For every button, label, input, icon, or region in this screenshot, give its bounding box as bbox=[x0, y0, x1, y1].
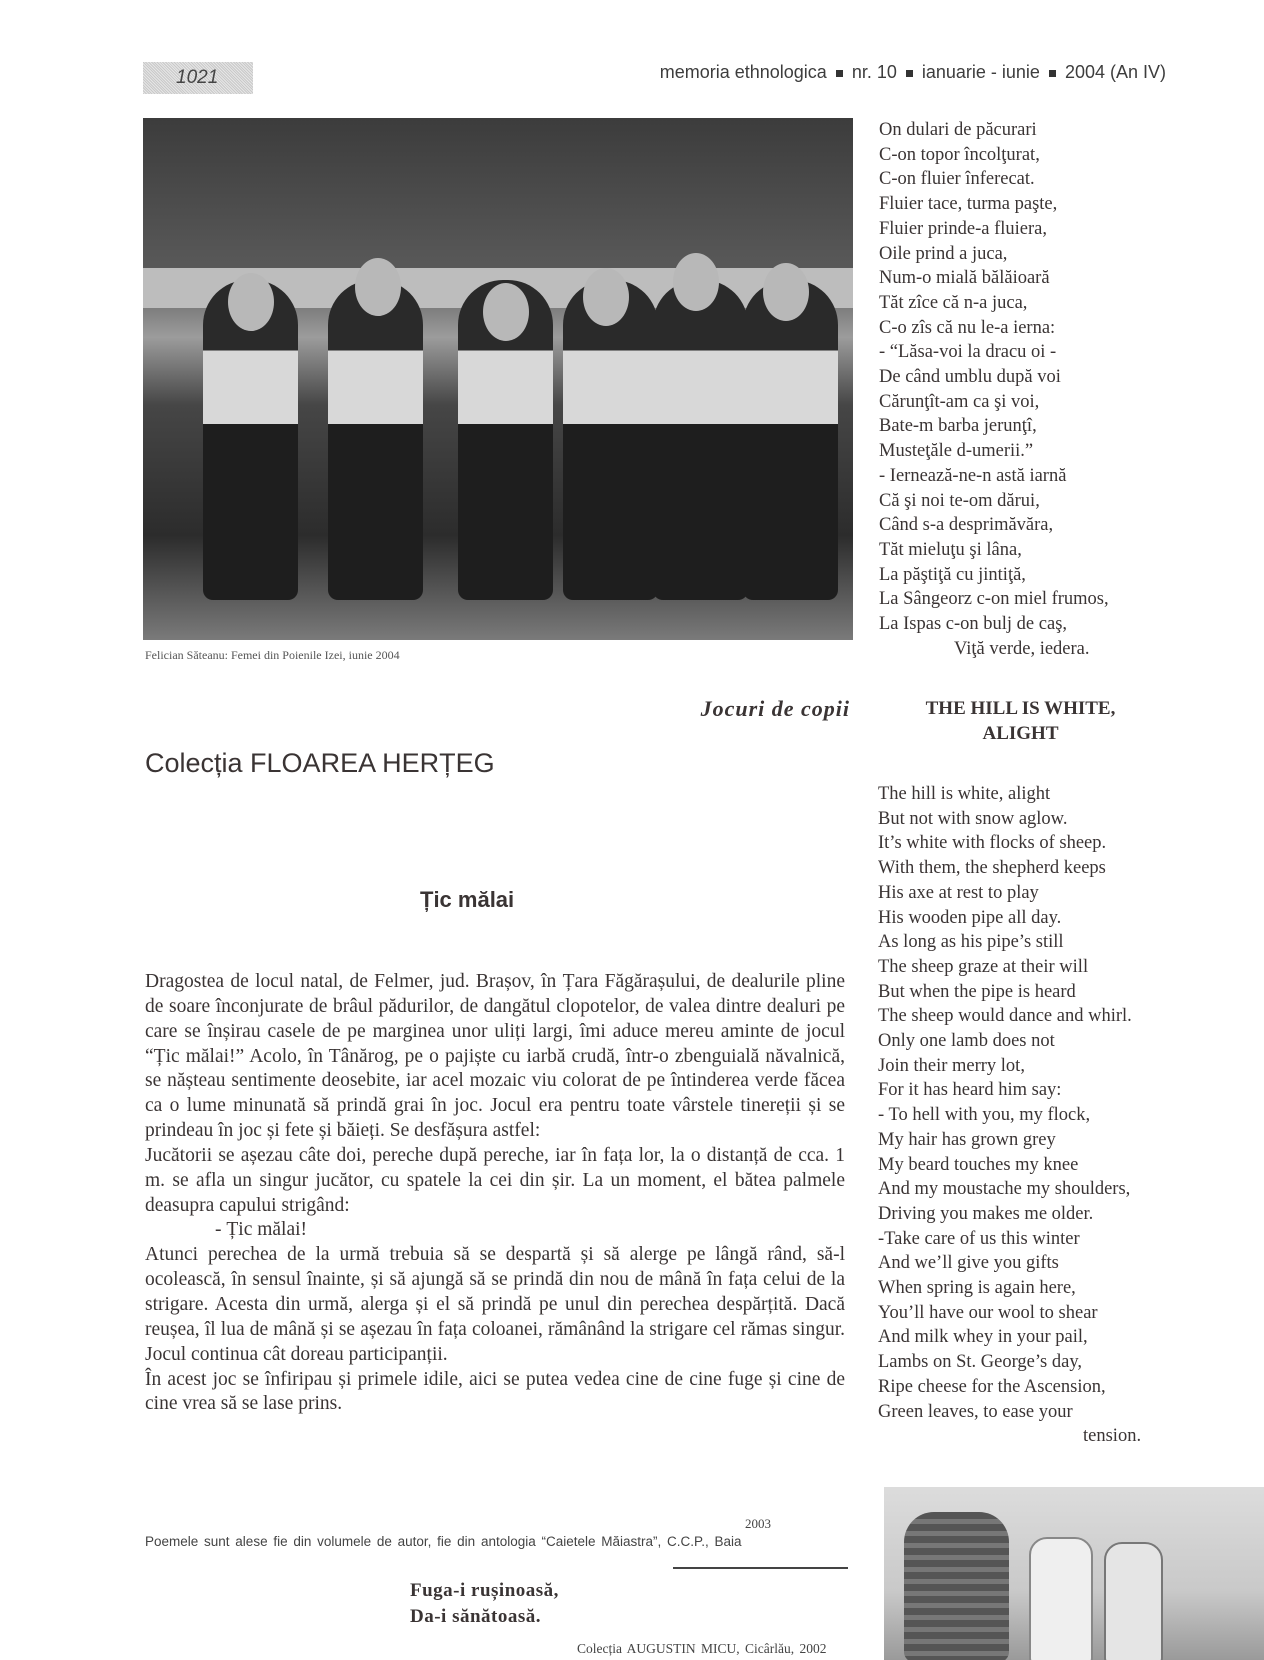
article-paragraph: Dragostea de locul natal, de Felmer, jud. Brașov, în Țara Făgărașului, de dealurile pline de soare înconjurate de brâul pădurilor, de dangătul clopotelor, de valea dintre dealuri pe care se înșirau casele de pe marginea unor uliți largi, îmi aduce mereu aminte de jocul “Țic mălai!” Acolo, în Tânărog, pe o pajiște cu iarbă crudă, într-o zbenguială năvalnică, se nășteau sentimente deosebite, iar acel mozaic viu colorat de pe întinderea verde făcea ca o lume minunată să prindă grai în joc. Jocul era pentru toate vârstele tinereții și se prindeau în joc și fete și băieți. Se desfășura astfel: bbox=[145, 971, 845, 1142]
poem-line: - To hell with you, my flock, bbox=[878, 1105, 1091, 1126]
footnote: Poemele sunt alese fie din volumele de autor, fie din antologia “Caietele Măiastra”, C.C.P., Baia bbox=[145, 1534, 742, 1549]
divider-line bbox=[673, 1567, 848, 1569]
poem-line: Num-o mială bălăioară bbox=[879, 268, 1050, 289]
separator-square-icon bbox=[836, 70, 843, 77]
poem-line: The hill is white, alight bbox=[878, 784, 1051, 804]
poem-line: On dulari de păcurari bbox=[879, 120, 1037, 140]
poem-line: My beard touches my knee bbox=[878, 1154, 1079, 1175]
poem-line: But not with snow aglow. bbox=[878, 808, 1068, 829]
poem-romanian bbox=[879, 118, 1109, 661]
poem-line: tension. bbox=[1083, 1426, 1142, 1447]
poem-line: Cărunţît-am ca şi voi, bbox=[879, 391, 1040, 412]
issue-period: ianuarie - iunie bbox=[921, 62, 1040, 82]
issue-year: 2004 (An IV) bbox=[1064, 62, 1166, 82]
poem-line: C-o zîs că nu le-a ierna: bbox=[879, 317, 1056, 338]
poem-line: Că şi noi te-om dărui, bbox=[879, 490, 1040, 511]
poem-line: La păştiţă cu jintiţă, bbox=[879, 564, 1026, 585]
poem-line: Când s-a desprimăvăra, bbox=[879, 515, 1054, 536]
collection-title: Colecția FLOAREA HERȚEG bbox=[145, 748, 495, 778]
poem-line: You’ll have our wool to shear bbox=[878, 1302, 1098, 1323]
poem-line: Fluier tace, turma paşte, bbox=[879, 194, 1058, 215]
photo-face bbox=[763, 263, 809, 321]
poem-line: Tăt mieluţu şi lâna, bbox=[879, 539, 1022, 560]
poem-line: The sheep graze at their will bbox=[878, 956, 1089, 977]
journal-name: memoria ethnologica bbox=[659, 62, 827, 82]
poem-title-line: THE HILL IS WHITE, bbox=[925, 698, 1116, 719]
poem-line: And we’ll give you gifts bbox=[878, 1253, 1059, 1274]
poem-line: But when the pipe is heard bbox=[878, 981, 1076, 1002]
poem-english-lines bbox=[878, 782, 1141, 1424]
photo-face bbox=[228, 273, 274, 331]
poem-line: Tăt zîce că n-a juca, bbox=[879, 292, 1028, 313]
photo-figure bbox=[328, 280, 423, 600]
article-body bbox=[145, 970, 845, 1417]
proverb bbox=[410, 1578, 559, 1630]
poem-line: Join their merry lot, bbox=[878, 1055, 1025, 1076]
poem-line: Ripe cheese for the Ascension, bbox=[878, 1376, 1106, 1397]
poem-line: His wooden pipe all day. bbox=[878, 907, 1062, 928]
poem-line: De când umblu după voi bbox=[879, 367, 1061, 388]
photo-figure bbox=[743, 280, 838, 600]
proverb-source: Colecția AUGUSTIN MICU, Cicârlău, 2002 bbox=[577, 1641, 827, 1656]
poem-line: -Take care of us this winter bbox=[878, 1228, 1080, 1249]
poem-line: Fluier prinde-a fluiera, bbox=[879, 218, 1047, 239]
poem-line: La Sângeorz c-on miel frumos, bbox=[879, 589, 1109, 610]
proverb-line: Da-i sănătoasă. bbox=[410, 1606, 542, 1627]
photo-face bbox=[355, 258, 401, 316]
poem-title-line: ALIGHT bbox=[982, 723, 1059, 744]
proverb-line: Fuga-i rușinoasă, bbox=[410, 1580, 559, 1601]
poem-line: Musteţăle d-umerii.” bbox=[879, 441, 1034, 462]
photo-face bbox=[673, 253, 719, 311]
photo-caption: Felician Săteanu: Femei din Poienile Izei, iunie 2004 bbox=[145, 648, 400, 662]
photo-jug bbox=[1104, 1542, 1163, 1660]
poem-line: For it has heard him say: bbox=[878, 1080, 1062, 1101]
article-year: 2003 bbox=[745, 1516, 771, 1531]
photo-figure bbox=[563, 280, 658, 600]
separator-square-icon bbox=[906, 70, 913, 77]
poem-line: C-on fluier înferecat. bbox=[879, 169, 1035, 190]
photo-face bbox=[483, 283, 529, 341]
poem-line: With them, the shepherd keeps bbox=[878, 858, 1106, 879]
poem-line: My hair has grown grey bbox=[878, 1129, 1056, 1150]
photo-figure bbox=[653, 280, 748, 600]
article-shout: - Țic mălai! bbox=[215, 1219, 308, 1241]
poem-line: - “Lăsa-voi la dracu oi - bbox=[879, 342, 1057, 363]
photo-pottery-jugs bbox=[884, 1487, 1264, 1660]
poem-line: It’s white with flocks of sheep. bbox=[878, 833, 1107, 854]
poem-line: - Iernează-ne-n astă iarnă bbox=[879, 465, 1067, 486]
poem-line: When spring is again here, bbox=[878, 1278, 1076, 1299]
poem-english-title bbox=[878, 696, 1163, 746]
article-title: Țic mălai bbox=[420, 887, 515, 912]
poem-line: And milk whey in your pail, bbox=[878, 1327, 1088, 1348]
section-label: Jocuri de copii bbox=[700, 696, 850, 721]
poem-line: Driving you makes me older. bbox=[878, 1203, 1094, 1224]
running-header bbox=[660, 62, 1166, 83]
article-paragraph: În acest joc se înfiripau și primele idile, aici se putea vedea cine de cine fuge și cine de cine vrea să se lase prins. bbox=[145, 1368, 845, 1415]
poem-line: Only one lamb does not bbox=[878, 1031, 1055, 1052]
poem-line: Viţă verde, iedera. bbox=[954, 638, 1090, 659]
poem-romanian-lines bbox=[879, 118, 1109, 637]
poem-english bbox=[878, 782, 1141, 1449]
poem-line: Bate-m barba jerunţî, bbox=[879, 416, 1037, 437]
poem-line: His axe at rest to play bbox=[878, 882, 1039, 903]
page-number: 1021 bbox=[143, 62, 253, 94]
photo-women-on-bench bbox=[143, 118, 853, 640]
article-paragraph: Atunci perechea de la urmă trebuia să se despartă și să alerge pe lângă rând, să-l ocolească, în sensul înainte, și să ajungă să se prindă din nou de mână în fața celui de la strigare. Acesta din urmă, alerga și el să prindă pe unul din perechea despărțită. Dacă reușea, îl lua de mână și se așezau în fața coloanei, rămânând la strigare cel rămas singur. Jocul continua cât doreau participanții. bbox=[145, 1244, 845, 1365]
separator-square-icon bbox=[1049, 70, 1056, 77]
poem-line: Oile prind a juca, bbox=[879, 243, 1008, 264]
poem-line: C-on topor încolţurat, bbox=[879, 144, 1040, 165]
poem-line: Green leaves, to ease your bbox=[878, 1401, 1073, 1422]
issue-number: nr. 10 bbox=[851, 62, 897, 82]
poem-line: La Ispas c-on bulj de caş, bbox=[879, 614, 1068, 635]
photo-face bbox=[583, 268, 629, 326]
poem-line: As long as his pipe’s still bbox=[878, 932, 1064, 953]
poem-line: Lambs on St. George’s day, bbox=[878, 1352, 1082, 1373]
photo-jug bbox=[904, 1512, 1009, 1660]
poem-line: The sheep would dance and whirl. bbox=[878, 1006, 1132, 1027]
poem-line: And my moustache my shoulders, bbox=[878, 1179, 1131, 1200]
article-paragraph: Jucătorii se așezau câte doi, pereche după pereche, iar în fața lor, la o distanță de cca. 1 m. se afla un singur jucător, cu spatele la cei din șir. La un moment, el bătea palmele deasupra capului strigând: bbox=[145, 1144, 845, 1216]
photo-jug bbox=[1029, 1537, 1093, 1660]
